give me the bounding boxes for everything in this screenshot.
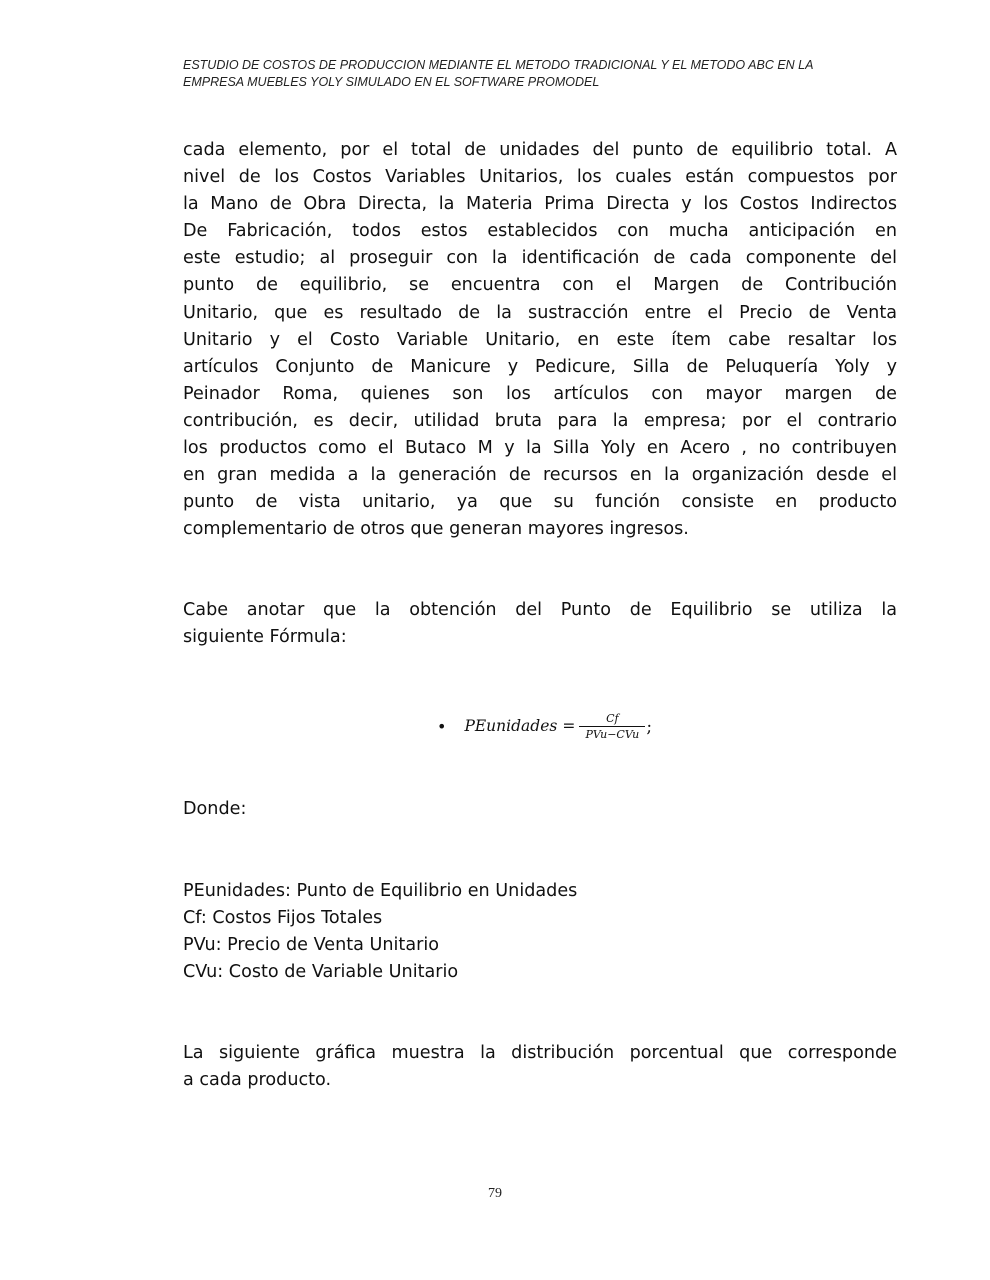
formula-denominator: PVu−CVu xyxy=(585,727,640,741)
paragraph-line: complementario de otros que generan mayores ingresos. xyxy=(183,519,689,540)
definition-item: PEunidades: Punto de Equilibrio en Unidades xyxy=(183,881,578,901)
formula-numerator: Cf xyxy=(606,711,619,725)
definitions-list xyxy=(183,878,577,986)
formula-lhs: PEunidades xyxy=(464,717,558,735)
formula-equals: = xyxy=(562,717,576,735)
page-number: 79 xyxy=(488,1186,502,1201)
donde-label: Donde: xyxy=(183,799,247,819)
paragraph-line: Peinador Roma, quienes son los artículos con mayor margen de xyxy=(183,383,897,404)
break-even-formula xyxy=(437,706,652,746)
paragraph-line: punto de vista unitario, ya que su función consiste en producto xyxy=(183,492,897,513)
paragraph-line: punto de equilibrio, se encuentra con el Margen de Contribución xyxy=(183,275,897,296)
paragraph-line: Cabe anotar que la obtención del Punto de Equilibrio se utiliza la xyxy=(183,600,897,620)
paragraph-line: siguiente Fórmula: xyxy=(183,627,347,648)
paragraph-line: contribución, es decir, utilidad bruta para la empresa; por el contrario xyxy=(183,410,897,431)
bullet-icon: • xyxy=(437,716,447,736)
paragraph-line: La siguiente gráfica muestra la distribución porcentual que corresponde xyxy=(183,1043,897,1063)
paragraph-line: Unitario, que es resultado de la sustracción entre el Precio de Venta xyxy=(183,302,897,323)
paragraph-line: nivel de los Costos Variables Unitarios, los cuales están compuestos por xyxy=(183,167,897,188)
paragraph-line: cada elemento, por el total de unidades del punto de equilibrio total. A xyxy=(183,140,897,160)
formula-fraction xyxy=(579,712,645,741)
paragraph-line: este estudio; al proseguir con la identificación de cada componente del xyxy=(183,248,897,269)
paragraph-break-even-analysis xyxy=(183,137,897,543)
definition-item: PVu: Precio de Venta Unitario xyxy=(183,935,439,956)
formula-terminator: ; xyxy=(646,717,653,737)
paragraph-formula-intro xyxy=(183,597,897,651)
paragraph-line: a cada producto. xyxy=(183,1070,332,1091)
running-header xyxy=(183,57,883,91)
paragraph-line: artículos Conjunto de Manicure y Pedicure, Silla de Peluquería Yoly y xyxy=(183,356,897,377)
running-header-line-2: EMPRESA MUEBLES YOLY SIMULADO EN EL SOFTWARE PROMODEL xyxy=(183,75,600,89)
paragraph-line: Unitario y el Costo Variable Unitario, en este ítem cabe resaltar los xyxy=(183,329,897,350)
running-header-line-1: ESTUDIO DE COSTOS DE PRODUCCION MEDIANTE EL METODO TRADICIONAL Y EL METODO ABC EN LA xyxy=(183,58,814,72)
definition-item: Cf: Costos Fijos Totales xyxy=(183,908,383,929)
paragraph-line: los productos como el Butaco M y la Silla Yoly en Acero , no contribuyen xyxy=(183,438,897,459)
paragraph-line: la Mano de Obra Directa, la Materia Prima Directa y los Costos Indirectos xyxy=(183,194,897,215)
definition-item: CVu: Costo de Variable Unitario xyxy=(183,962,459,983)
paragraph-line: en gran medida a la generación de recursos en la organización desde el xyxy=(183,465,897,486)
paragraph-chart-intro xyxy=(183,1040,897,1094)
paragraph-line: De Fabricación, todos estos establecidos con mucha anticipación en xyxy=(183,221,897,242)
